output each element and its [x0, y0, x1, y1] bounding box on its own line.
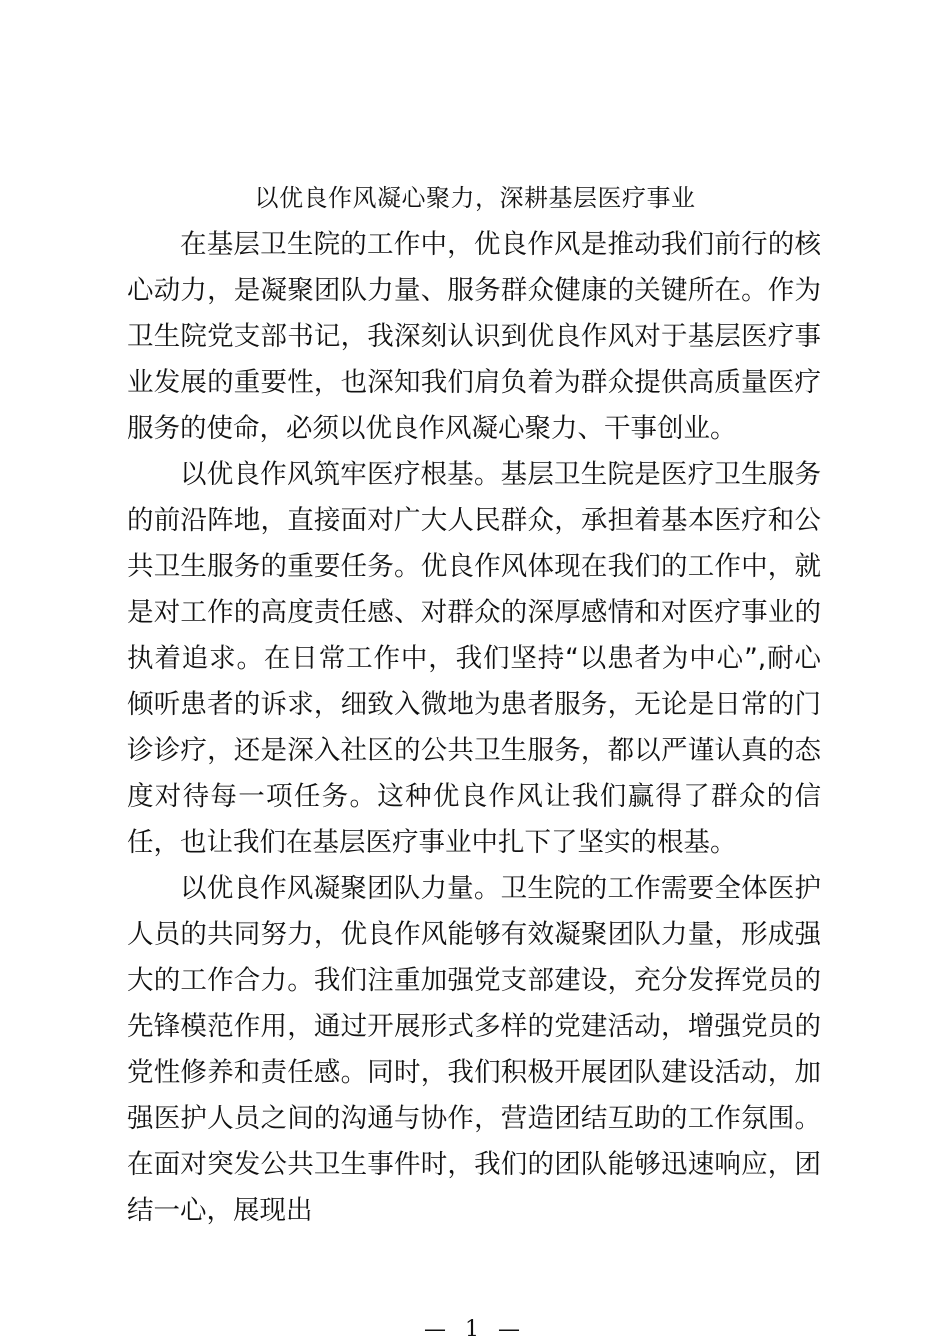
document-body	[127, 222, 821, 1234]
paragraph-intro: 在基层卫生院的工作中，优良作风是推动我们前行的核心动力，是凝聚团队力量、服务群众健康的关键所在。作为卫生院党支部书记，我深刻认识到优良作风对于基层医疗事业发展的重要性，也深知我们肩负着为群众提供高质量医疗服务的使命，必须以优良作风凝心聚力、干事创业。	[127, 229, 821, 444]
document-title: 以优良作风凝心聚力，深耕基层医疗事业	[254, 184, 696, 212]
paragraph-team: 以优良作风凝聚团队力量。卫生院的工作需要全体医护人员的共同努力，优良作风能够有效凝聚团队力量，形成强大的工作合力。我们注重加强党支部建设，充分发挥党员的先锋模范作用，通过开展形式多样的党建活动，增强党员的党性修养和责任感。同时，我们积极开展团队建设活动，加强医护人员之间的沟通与协作，营造团结互助的工作氛围。在面对突发公共卫生事件时，我们的团队能够迅速响应，团结一心，展现出	[127, 873, 821, 1226]
paragraph-foundation: 以优良作风筑牢医疗根基。基层卫生院是医疗卫生服务的前沿阵地，直接面对广大人民群众，承担着基本医疗和公共卫生服务的重要任务。优良作风体现在我们的工作中，就是对工作的高度责任感、对群众的深厚感情和对医疗事业的执着追求。在日常工作中，我们坚持“以患者为中心”,耐心倾听患者的诉求，细致入微地为患者服务，无论是日常的门诊诊疗，还是深入社区的公共卫生服务，都以严谨认真的态度对待每一项任务。这种优良作风让我们赢得了群众的信任，也让我们在基层医疗事业中扎下了坚实的根基。	[127, 459, 821, 858]
page-number: — 1 —	[424, 1317, 526, 1342]
